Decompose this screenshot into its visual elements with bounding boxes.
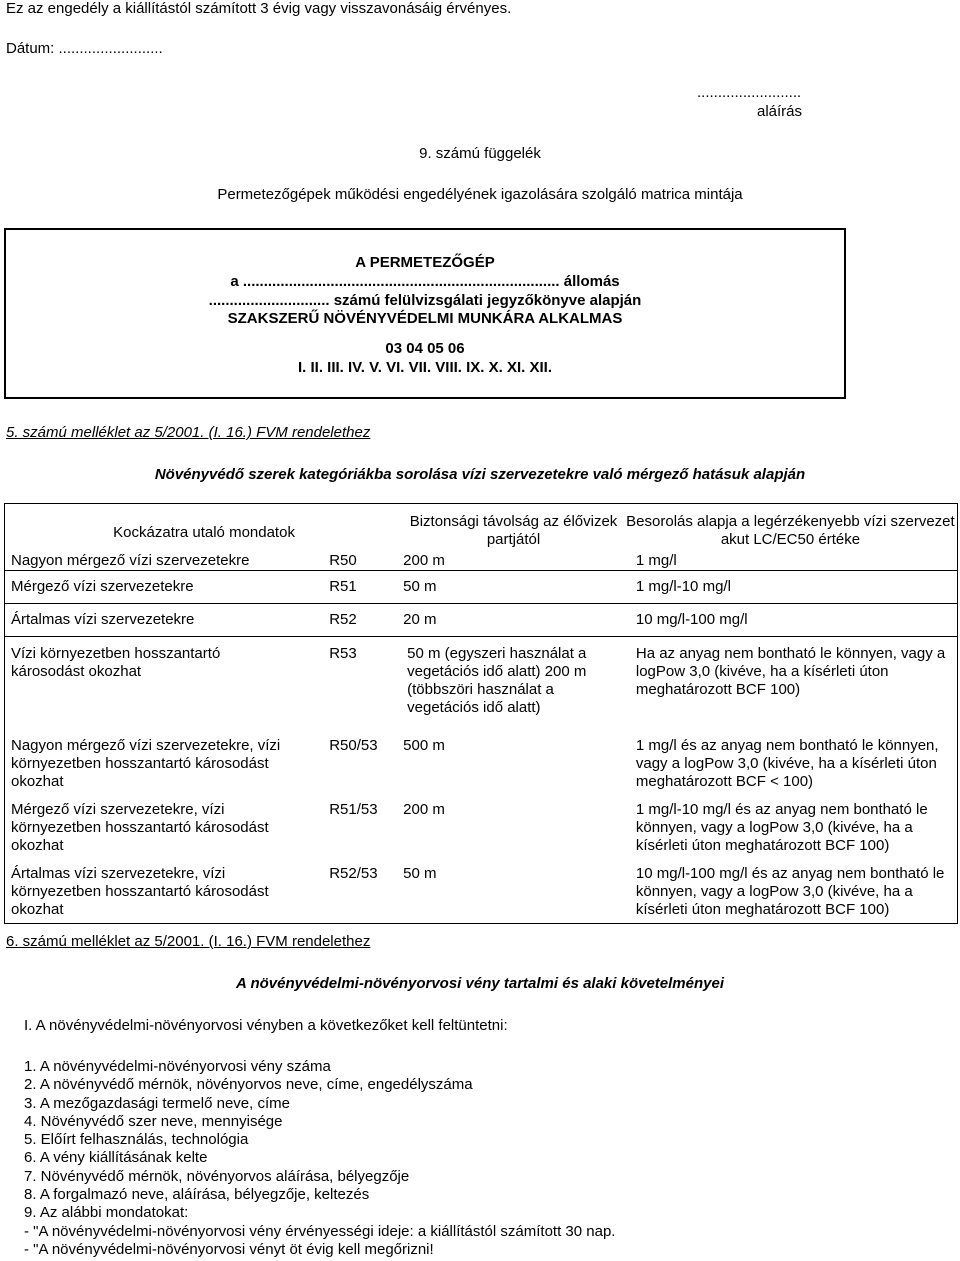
annex5-ref: 5. számú melléklet az 5/2001. (I. 16.) FVM rendelethez: [6, 424, 371, 441]
header-phrase: Kockázatra utaló mondatok: [113, 524, 295, 541]
table-header-row: [5, 504, 958, 550]
table-row: [5, 604, 958, 637]
row-distance: 50 m: [403, 571, 624, 604]
row-desc: Nagyon mérgező vízi szervezetekre: [11, 552, 250, 569]
table-row: [5, 637, 958, 728]
table-row: [5, 727, 958, 791]
row-basis: 10 mg/l-100 mg/l: [624, 604, 958, 637]
row-code: R51: [329, 571, 403, 604]
date-line: Dátum: .........................: [6, 40, 163, 57]
row-desc: Ártalmas vízi szervezetekre: [5, 604, 330, 637]
row-desc: Vízi környezetben hosszantartó károsodást okozhat: [5, 637, 330, 728]
row-code: R51/53: [329, 801, 378, 818]
list-item: 7. Növényvédő mérnök, növényorvos aláírása, bélyegzője: [24, 1167, 410, 1185]
annex6-section: I. A növényvédelmi-növényorvosi vényben a következőket kell feltüntetni:: [24, 1017, 508, 1034]
row-basis: 1 mg/l és az anyag nem bontható le könnyen, vagy a logPow 3,0 (kivéve, ha a kísérleti úton meghatározott BCF < 100): [635, 737, 939, 790]
row-distance: 50 m (egyszeri használat a vegetációs idő alatt) 200 m (többszöri használat a vegetációs idő alatt): [403, 637, 624, 728]
list-item: 2. A növényvédő mérnök, növényorvos neve, címe, engedélyszáma: [24, 1076, 473, 1094]
table-row: [5, 549, 958, 571]
signature-label: aláírás: [757, 103, 803, 120]
header-basis: Besorolás alapja a legérzékenyebb vízi szervezet akut LC/EC50 értéke: [626, 513, 955, 548]
sticker-line1: A PERMETEZŐGÉP: [355, 254, 495, 271]
requirements-list: [24, 1058, 615, 1259]
list-item: 6. A vény kiállításának kelte: [24, 1149, 208, 1167]
sticker-months: I. II. III. IV. V. VI. VII. VIII. IX. X. XI. XII.: [298, 359, 552, 376]
appendix9-subtitle: Permetezőgépek működési engedélyének igazolására szolgáló matrica mintája: [217, 186, 743, 203]
risk-table: [4, 503, 958, 924]
list-item: 1. A növényvédelmi-növényorvosi vény száma: [24, 1058, 331, 1075]
sticker-line2: a ............................................................................ állomás: [230, 273, 620, 290]
annex6-ref: 6. számú melléklet az 5/2001. (I. 16.) FVM rendelethez: [6, 933, 371, 950]
table-row: [5, 791, 958, 855]
signature-dots: .........................: [697, 84, 802, 101]
row-desc: Nagyon mérgező vízi szervezetekre, vízi környezetben hosszantartó károsodást okozhat: [11, 737, 281, 790]
appendix9-title: 9. számú függelék: [419, 145, 541, 162]
sticker-years: 03 04 05 06: [385, 340, 465, 357]
list-item: 4. Növényvédő szer neve, mennyisége: [24, 1112, 283, 1130]
table-row: [5, 855, 958, 924]
row-distance: 200 m: [403, 552, 445, 569]
table-row: [5, 571, 958, 604]
row-desc: Mérgező vízi szervezetekre: [5, 571, 330, 604]
row-distance: 200 m: [403, 801, 445, 818]
list-item: 8. A forgalmazó neve, aláírása, bélyegzője, keltezés: [24, 1186, 370, 1204]
sticker-box: [4, 228, 846, 399]
row-desc: Mérgező vízi szervezetekre, vízi környezetben hosszantartó károsodást okozhat: [11, 801, 269, 854]
list-item: - "A növényvédelmi-növényorvosi vény érvényességi ideje: a kiállítástól számított 30 nap.: [24, 1222, 616, 1240]
row-distance: 50 m: [403, 865, 437, 882]
row-basis: 10 mg/l-100 mg/l és az anyag nem bontható le könnyen, vagy a logPow 3,0 (kivéve, ha a kísérleti úton meghatározott BCF 100): [635, 865, 945, 918]
validity-text: Ez az engedély a kiállítástól számított 3 évig vagy visszavonásáig érvényes.: [6, 0, 512, 17]
row-distance: 500 m: [403, 737, 445, 754]
row-code: R50/53: [329, 737, 378, 754]
list-item: 3. A mezőgazdasági termelő neve, címe: [24, 1094, 290, 1112]
row-code: R50: [329, 552, 357, 569]
list-item: 5. Előírt felhasználás, technológia: [24, 1131, 249, 1149]
row-basis: 1 mg/l: [635, 552, 677, 569]
row-basis: 1 mg/l-10 mg/l és az anyag nem bontható le könnyen, vagy a logPow 3,0 (kivéve, ha a kísérleti úton meghatározott BCF 100): [635, 801, 928, 854]
row-basis: Ha az anyag nem bontható le könnyen, vagy a logPow 3,0 (kivéve, ha a kísérleti úton meghatározott BCF 100): [624, 637, 958, 728]
row-code: R53: [329, 637, 403, 728]
row-code: R52/53: [329, 865, 378, 882]
row-desc: Ártalmas vízi szervezetekre, vízi környezetben hosszantartó károsodást okozhat: [11, 865, 269, 918]
row-distance: 20 m: [403, 604, 624, 637]
sticker-line4: SZAKSZERŰ NÖVÉNYVÉDELMI MUNKÁRA ALKALMAS: [227, 310, 623, 327]
row-basis: 1 mg/l-10 mg/l: [624, 571, 958, 604]
sticker-line3: ............................. számú felülvizsgálati jegyzőkönyve alapján: [208, 292, 642, 309]
row-code: R52: [329, 604, 403, 637]
annex5-title: Növényvédő szerek kategóriákba sorolása vízi szervezetekre való mérgező hatásuk alapján: [154, 466, 806, 483]
header-distance: Biztonsági távolság az élővizek partjától: [409, 513, 618, 548]
list-item: - "A növényvédelmi-növényorvosi vényt öt évig kell megőrizni!: [24, 1240, 434, 1258]
annex6-title: A növényvédelmi-növényorvosi vény tartalmi és alaki követelményei: [236, 975, 724, 992]
list-item: 9. Az alábbi mondatokat:: [24, 1204, 189, 1222]
